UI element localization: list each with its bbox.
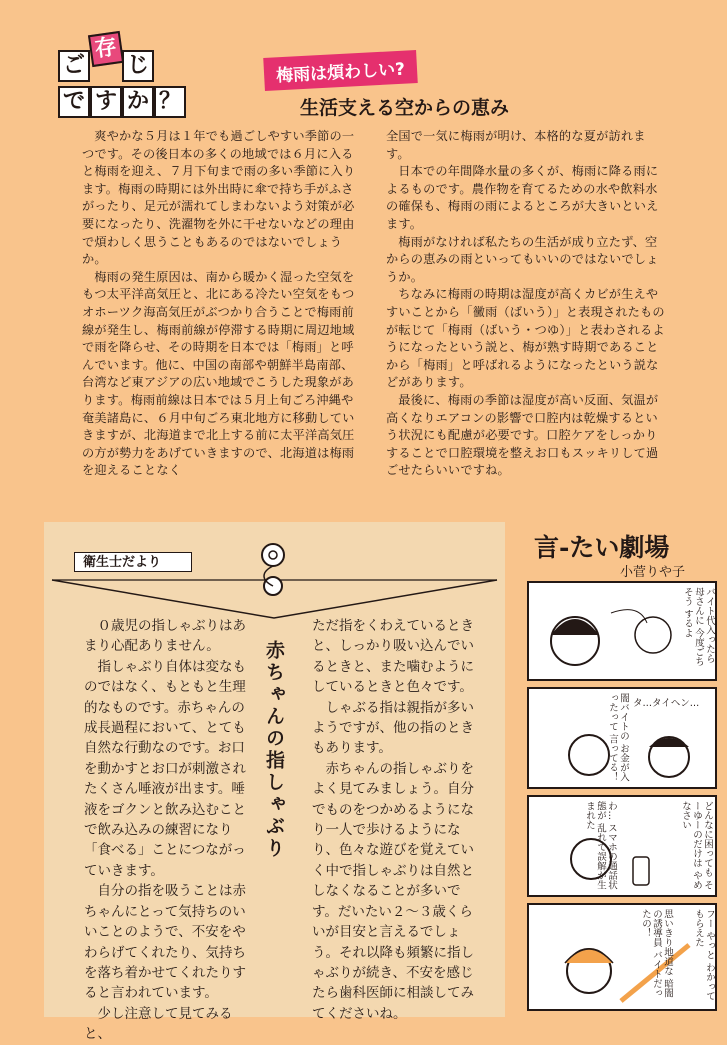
logo-char: で: [58, 86, 90, 118]
title-badge: 梅雨は煩わしい?: [263, 50, 417, 91]
speech-bubble: [533, 801, 617, 891]
speech-line: 今度ごちそう: [682, 587, 704, 667]
hygiene-paragraph: しゃぶる指は親指が多いようですが、他の指のときもあります。: [312, 699, 474, 757]
speech-line: 思いきり地道な: [662, 909, 673, 976]
page-subtitle: 生活支える空からの恵み: [300, 97, 510, 119]
article-paragraph: 爽やかな５月は１年でも過ごしやすい季節の一つです。その後日本の多くの地域では６月に入ると梅雨を迎え、７月下旬まで雨の多い季節に入ります。梅雨の時期には外出時に傘で持ち手がふさがったり、足元が濡れてしまわないよう対策が必要になったり、洗濯物を外に干せないなどの理由で煩わしく思うこともあるのではないでしょうか。: [82, 129, 356, 267]
article-paragraph: 梅雨の発生原因は、南から暖かく湿った空気をもつ太平洋高気圧と、北にある冷たい空気をもつオホーツク海高気圧がぶつかり合うことで梅雨前線が発生し、梅雨前線が停滞する時期に周辺地域で雨を降らせ、その時期を日本では「梅雨」と呼んでいます。他に、中国の南部や朝鮮半島南部、台湾など東アジアの広い地域でこうした現象があります。梅雨前線は日本では５月上旬ごろ沖縄や奄美諸島に、６月中旬ごろ東北地方に移動していきますが、北海道まで北上する前に太平洋高気圧の方が勢力をあげていきますので、北海道は梅雨を迎えることなく: [82, 269, 355, 478]
article-paragraph: 日本での年間降水量の多くが、梅雨に降る雨によるものです。農作物を育てるための水や飲料水の確保も、梅雨の雨によるところが大きいといえます。: [386, 164, 659, 231]
logo-char: 存: [88, 31, 124, 67]
article-paragraph: 最後に、梅雨の季節は湿度が高い反面、気温が高くなりエアコンの影響で口腔内は乾燥するという状況にも配慮が必要です。口腔ケアをしっかりすることで口腔環境を整えお口もスッキリして過ごせたらいいですね。: [386, 392, 659, 478]
speech-line: そーゆーのだけは: [691, 801, 713, 890]
manga-frame-4: [527, 903, 717, 1011]
speech-line: 言ってる！: [607, 734, 618, 782]
logo-char: す: [90, 86, 122, 118]
hygiene-paragraph: ただ指をくわえているときと、しっかり吸い込んでいるときと、また噛むようにしているときと色々です。: [312, 618, 474, 696]
speech-line: バイト代入ったら: [704, 587, 715, 663]
speech-bubble: [677, 909, 715, 1007]
speech-line: わ…: [606, 801, 617, 820]
section-title: 赤ちゃんの指しゃぶり: [263, 640, 285, 860]
speech-bubble: [653, 801, 713, 891]
article-paragraph: 梅雨がなければ私たちの生活が成り立たず、空からの恵みの雨といってもいいのではないでしょうか。: [386, 234, 659, 284]
speech-line: スマホの通話状態が: [595, 801, 617, 890]
manga-author: 小菅りや子: [620, 565, 686, 580]
logo-char: か: [122, 86, 154, 118]
logo-char: ご: [58, 50, 90, 82]
hygiene-paragraph: 自分の指を吸うことは赤ちゃんにとって気持ちのいいことのようで、不安をやわらげてくれたり、気持ちを落ち着かせてくれたりすると言われています。: [84, 883, 246, 1002]
article-left-column: [82, 128, 364, 480]
speech-line: やっと: [704, 931, 715, 960]
speech-line: やめなさい: [680, 801, 702, 890]
speech-line: お金が入ったって: [607, 693, 629, 782]
speech-bubble: タ…タイヘン…: [633, 698, 700, 709]
hygiene-right-column: [312, 616, 486, 1024]
logo-char: じ: [122, 50, 154, 82]
hygiene-paragraph: 少し注意して見てみると、: [84, 1005, 233, 1043]
manga-frame-1: [527, 581, 717, 681]
speech-line: フー: [704, 909, 715, 928]
article-right-column: [386, 128, 668, 480]
speech-bubble: [647, 587, 715, 673]
envelope-button-icon: [256, 540, 290, 600]
logo-char: ？: [154, 86, 186, 118]
speech-line: 乱れて誤解が生まれた: [584, 801, 606, 890]
article-paragraph: ちなみに梅雨の時期は湿度が高くカビが生えやすいことから「黴雨（ばいう）」と表現されたものが転じて「梅雨（ばいう・つゆ）」と表わされるようになったという説と、梅が熟す時期であることから「梅雨」と呼ばれるようになったという説などがあります。: [386, 287, 665, 390]
hygiene-paragraph: ０歳児の指しゃぶりはあまり心配ありません。: [84, 618, 246, 655]
section-tab: 衛生士だより: [74, 552, 192, 572]
manga-frame-3: [527, 795, 717, 897]
speech-line: もらえた: [693, 909, 704, 947]
hygiene-left-column: [84, 616, 246, 1045]
speech-line: するよ: [682, 609, 693, 638]
hygiene-paragraph: 赤ちゃんの指しゃぶりをよく見てみましょう。自分でものをつかめるようになり一人で歩けるようになり、色々な遊びを覚えていく中で指しゃぶりは自然としなくなることが多いです。だいたい２〜３歳くらいが目安と言えるでしょう。それ以降も頻繁に指しゃぶりが続き、不安を感じたら歯科医師に相談してみてくださいね。: [312, 760, 474, 1022]
manga-title: 言-たい劇場: [534, 533, 670, 562]
speech-line: 闇バイトの: [618, 693, 629, 741]
article-paragraph: 全国で一気に梅雨が明け、本格的な夏が訪れます。: [386, 129, 646, 161]
speech-bubble: [533, 693, 629, 783]
speech-line: どんなに困っても: [702, 801, 713, 877]
speech-line: 母さんに: [693, 587, 704, 625]
speech-line: わかって: [704, 962, 715, 1001]
speech-line: 暗闇の誘導員: [651, 909, 673, 998]
manga-frame-2: [527, 687, 717, 789]
hygiene-paragraph: 指しゃぶり自体は変なものではなく、もともと生理的なものです。赤ちゃんの成長過程において、とても自然な行動なのです。お口を動かすとお口が刺激されたくさん唾液が出ます。唾液をゴクンと飲み込むことで飲み込みの練習になり「食べる」ことにつながっていきます。: [84, 658, 246, 879]
speech-bubble: [593, 909, 673, 1007]
speech-line: バイトだったの！: [640, 909, 662, 998]
